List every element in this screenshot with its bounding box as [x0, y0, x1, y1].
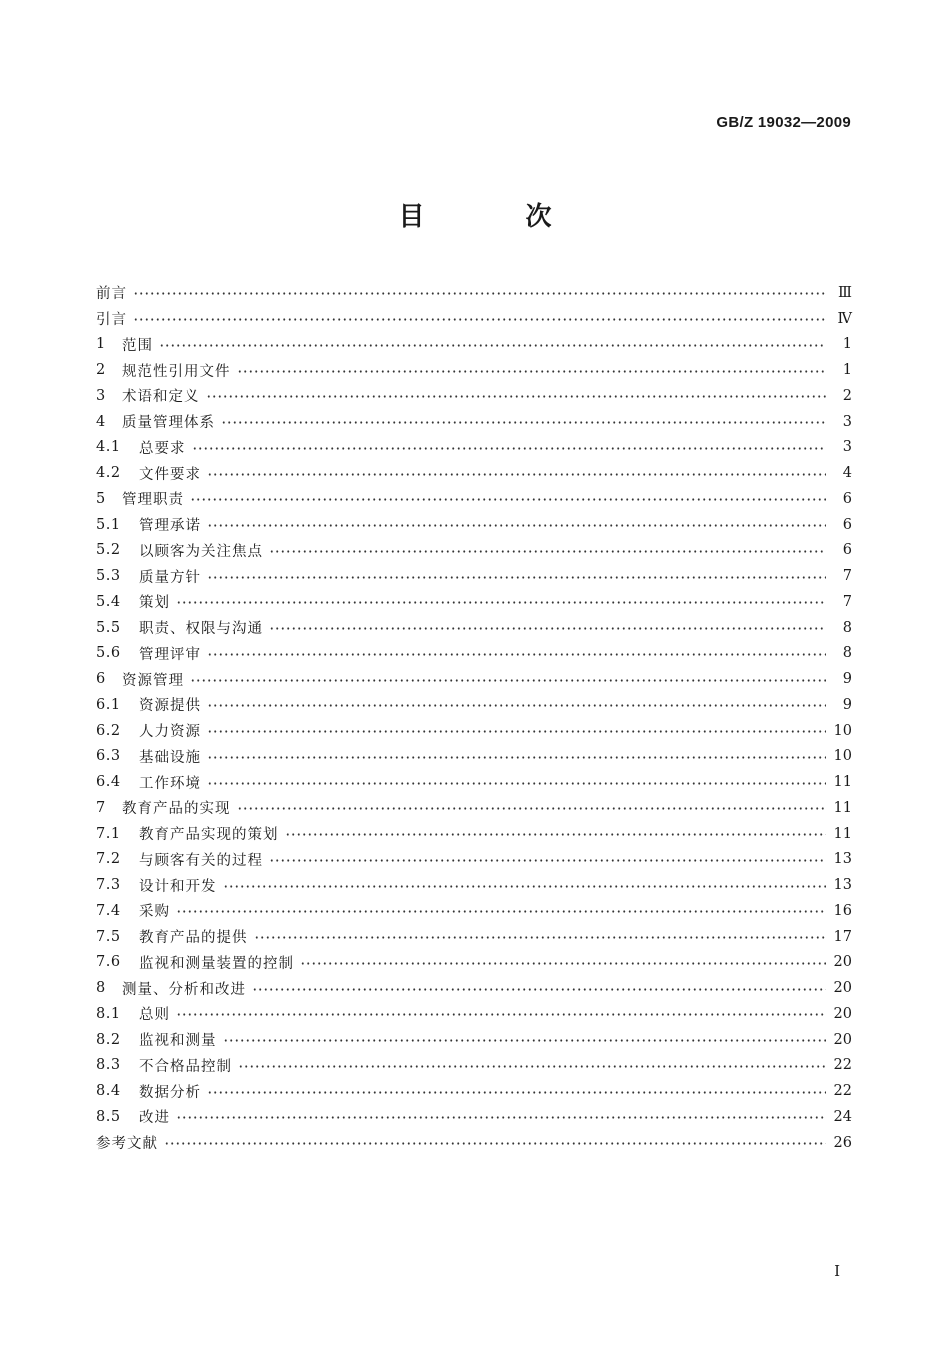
dot-leader — [192, 447, 827, 450]
toc-entry-number: 8 — [96, 980, 106, 997]
toc-entry-page: 13 — [833, 851, 852, 868]
toc-entry-number: 5.1 — [96, 516, 121, 533]
toc-entry[interactable] — [96, 924, 852, 950]
dot-leader — [190, 498, 826, 501]
dot-leader — [254, 936, 827, 939]
toc-entry[interactable] — [96, 538, 852, 564]
dot-leader — [269, 550, 826, 553]
dot-leader — [252, 988, 826, 991]
toc-entry-page: 7 — [842, 593, 852, 610]
dot-leader — [237, 370, 827, 373]
toc-entry[interactable] — [96, 1001, 852, 1027]
toc-entry-title: 规范性引用文件 — [122, 363, 231, 380]
toc-entry-title: 资源提供 — [139, 698, 201, 715]
toc-entry[interactable] — [96, 512, 852, 538]
toc-entry-number: 7.5 — [96, 928, 121, 945]
toc-entry-title: 工作环境 — [139, 775, 201, 792]
dot-leader — [206, 395, 827, 398]
toc-entry-page: 22 — [833, 1083, 852, 1100]
toc-entry-number: 5.2 — [96, 542, 121, 559]
toc-entry-title: 管理评审 — [139, 646, 201, 663]
toc-entry-page: 8 — [842, 645, 852, 662]
toc-entry-page: 20 — [833, 954, 852, 971]
toc-entry-title: 管理职责 — [122, 492, 184, 509]
toc-entry[interactable] — [96, 872, 852, 898]
dot-leader — [176, 1116, 826, 1119]
toc-entry-title: 总则 — [139, 1007, 170, 1024]
toc-entry-page: 7 — [842, 568, 852, 585]
dot-leader — [207, 782, 826, 785]
toc-entry-number: 5 — [96, 490, 106, 507]
toc-entry[interactable] — [96, 332, 852, 358]
toc-entry[interactable] — [96, 563, 852, 589]
toc-entry-page: 1 — [842, 362, 852, 379]
toc-entry[interactable] — [96, 795, 852, 821]
toc-entry-title: 不合格品控制 — [139, 1058, 232, 1075]
toc-entry-number: 4.2 — [96, 465, 121, 482]
toc-entry[interactable] — [96, 589, 852, 615]
toc-entry-number: 7.6 — [96, 954, 121, 971]
toc-entry-title: 采购 — [139, 904, 170, 921]
toc-entry[interactable] — [96, 1053, 852, 1079]
toc-entry-title: 策划 — [139, 595, 170, 612]
toc-entry[interactable] — [96, 692, 852, 718]
toc-entry-page: 2 — [842, 387, 852, 404]
toc-entry[interactable] — [96, 306, 852, 332]
toc-entry[interactable] — [96, 1078, 852, 1104]
toc-entry-number: 4 — [96, 413, 106, 430]
toc-entry[interactable] — [96, 641, 852, 667]
dot-leader — [269, 627, 826, 630]
toc-entry-page: 6 — [842, 490, 852, 507]
toc-entry-page: Ⅳ — [837, 310, 852, 327]
toc-title: 目 次 — [398, 202, 598, 232]
toc-entry[interactable] — [96, 486, 852, 512]
page-number: I — [834, 1262, 840, 1280]
dot-leader — [207, 730, 826, 733]
toc-entry-page: 10 — [833, 722, 852, 739]
dot-leader — [176, 910, 826, 913]
toc-entry[interactable] — [96, 718, 852, 744]
toc-entry-title: 监视和测量装置的控制 — [139, 955, 294, 972]
toc-entry[interactable] — [96, 383, 852, 409]
toc-entry-page: 6 — [842, 542, 852, 559]
toc-entry[interactable] — [96, 821, 852, 847]
toc-entry-number: 6.1 — [96, 696, 121, 713]
toc-entry-page: 11 — [833, 799, 852, 816]
toc-entry-title: 以顾客为关注焦点 — [139, 543, 263, 560]
toc-entry-number: 4.1 — [96, 439, 121, 456]
toc-entry-title: 引言 — [96, 312, 127, 329]
dot-leader — [207, 576, 826, 579]
toc-entry-page: Ⅲ — [838, 284, 852, 301]
toc-entry-title: 与顾客有关的过程 — [139, 852, 263, 869]
toc-entry-title: 资源管理 — [122, 672, 184, 689]
dot-leader — [176, 601, 826, 604]
toc-entry-page: 24 — [833, 1108, 852, 1125]
dot-leader — [238, 1065, 826, 1068]
toc-entry-page: 20 — [833, 1031, 852, 1048]
toc-entry-number: 8.5 — [96, 1108, 121, 1125]
toc-entry-page: 17 — [833, 928, 852, 945]
toc-entry-page: 16 — [833, 902, 852, 919]
toc-entry[interactable] — [96, 280, 852, 306]
toc-entry-number: 7.4 — [96, 902, 121, 919]
toc-entry-title: 教育产品的实现 — [122, 801, 231, 818]
toc-entry-number: 5.4 — [96, 593, 121, 610]
toc-entry[interactable] — [96, 1104, 852, 1130]
toc-entry-page: 3 — [842, 413, 852, 430]
toc-entry-page: 11 — [833, 774, 852, 791]
toc-entry-number: 7 — [96, 799, 106, 816]
dot-leader — [164, 1142, 826, 1145]
dot-leader — [207, 1091, 826, 1094]
toc-entry[interactable] — [96, 460, 852, 486]
toc-entry-title: 前言 — [96, 286, 127, 303]
toc-entry-page: 11 — [833, 825, 852, 842]
table-of-contents — [96, 280, 852, 1156]
dot-leader — [269, 859, 826, 862]
toc-entry[interactable] — [96, 898, 852, 924]
dot-leader — [207, 473, 826, 476]
toc-entry[interactable] — [96, 769, 852, 795]
toc-entry-number: 8.4 — [96, 1083, 121, 1100]
toc-entry-title: 数据分析 — [139, 1084, 201, 1101]
dot-leader — [207, 524, 826, 527]
toc-entry-number: 7.2 — [96, 851, 121, 868]
dot-leader — [237, 807, 827, 810]
dot-leader — [207, 653, 826, 656]
toc-entry[interactable] — [96, 666, 852, 692]
toc-entry-number: 7.1 — [96, 825, 121, 842]
toc-entry-number: 5.3 — [96, 568, 121, 585]
toc-entry-page: 22 — [833, 1057, 852, 1074]
toc-entry[interactable] — [96, 357, 852, 383]
toc-entry-number: 7.3 — [96, 877, 121, 894]
toc-entry-page: 1 — [842, 336, 852, 353]
dot-leader — [223, 885, 827, 888]
toc-entry-number: 5.6 — [96, 645, 121, 662]
toc-entry-title: 教育产品的提供 — [139, 930, 248, 947]
toc-entry-page: 9 — [842, 696, 852, 713]
toc-entry-title: 参考文献 — [96, 1136, 158, 1153]
toc-entry-title: 改进 — [139, 1110, 170, 1127]
toc-entry-number: 8.1 — [96, 1005, 121, 1022]
toc-entry-title: 质量方针 — [139, 569, 201, 586]
toc-entry-title: 范围 — [122, 337, 153, 354]
toc-entry-title: 管理承诺 — [139, 518, 201, 535]
toc-entry-number: 2 — [96, 362, 106, 379]
dot-leader — [190, 679, 826, 682]
dot-leader — [221, 421, 826, 424]
toc-entry-title: 文件要求 — [139, 466, 201, 483]
toc-entry-number: 3 — [96, 387, 106, 404]
toc-entry-title: 术语和定义 — [122, 389, 200, 406]
dot-leader — [159, 344, 826, 347]
toc-entry-number: 8.2 — [96, 1031, 121, 1048]
toc-entry-page: 26 — [833, 1134, 852, 1151]
toc-entry[interactable] — [96, 435, 852, 461]
toc-entry-number: 6 — [96, 671, 106, 688]
toc-entry-page: 4 — [842, 465, 852, 482]
toc-entry-number: 6.4 — [96, 774, 121, 791]
toc-entry[interactable] — [96, 744, 852, 770]
toc-entry-number: 6.3 — [96, 748, 121, 765]
standard-number: GB/Z 19032—2009 — [716, 114, 851, 131]
toc-entry-title: 人力资源 — [139, 724, 201, 741]
toc-entry-page: 3 — [842, 439, 852, 456]
toc-entry-page: 20 — [833, 1005, 852, 1022]
toc-entry-title: 测量、分析和改进 — [122, 981, 246, 998]
toc-entry-number: 8.3 — [96, 1057, 121, 1074]
toc-entry-title: 基础设施 — [139, 749, 201, 766]
toc-entry[interactable] — [96, 847, 852, 873]
toc-entry-title: 教育产品实现的策划 — [139, 827, 279, 844]
dot-leader — [207, 756, 826, 759]
toc-entry-page: 13 — [833, 877, 852, 894]
toc-entry-title: 监视和测量 — [139, 1033, 217, 1050]
toc-entry-page: 9 — [842, 671, 852, 688]
toc-entry-page: 20 — [833, 980, 852, 997]
dot-leader — [207, 704, 826, 707]
toc-entry[interactable] — [96, 615, 852, 641]
toc-entry-page: 10 — [833, 748, 852, 765]
dot-leader — [285, 833, 827, 836]
toc-entry-number: 5.5 — [96, 619, 121, 636]
toc-entry-title: 设计和开发 — [139, 878, 217, 895]
toc-entry-page: 8 — [842, 619, 852, 636]
toc-entry[interactable] — [96, 950, 852, 976]
toc-entry-number: 1 — [96, 336, 106, 353]
toc-entry-number: 6.2 — [96, 722, 121, 739]
toc-entry[interactable] — [96, 975, 852, 1001]
toc-entry[interactable] — [96, 1027, 852, 1053]
toc-entry[interactable] — [96, 409, 852, 435]
toc-entry[interactable] — [96, 1130, 852, 1156]
dot-leader — [176, 1013, 826, 1016]
dot-leader — [223, 1039, 827, 1042]
toc-entry-title: 质量管理体系 — [122, 415, 215, 432]
dot-leader — [133, 292, 826, 295]
dot-leader — [133, 318, 826, 321]
toc-entry-title: 职责、权限与沟通 — [139, 621, 263, 638]
toc-entry-title: 总要求 — [139, 440, 186, 457]
dot-leader — [300, 962, 826, 965]
toc-entry-page: 6 — [842, 516, 852, 533]
